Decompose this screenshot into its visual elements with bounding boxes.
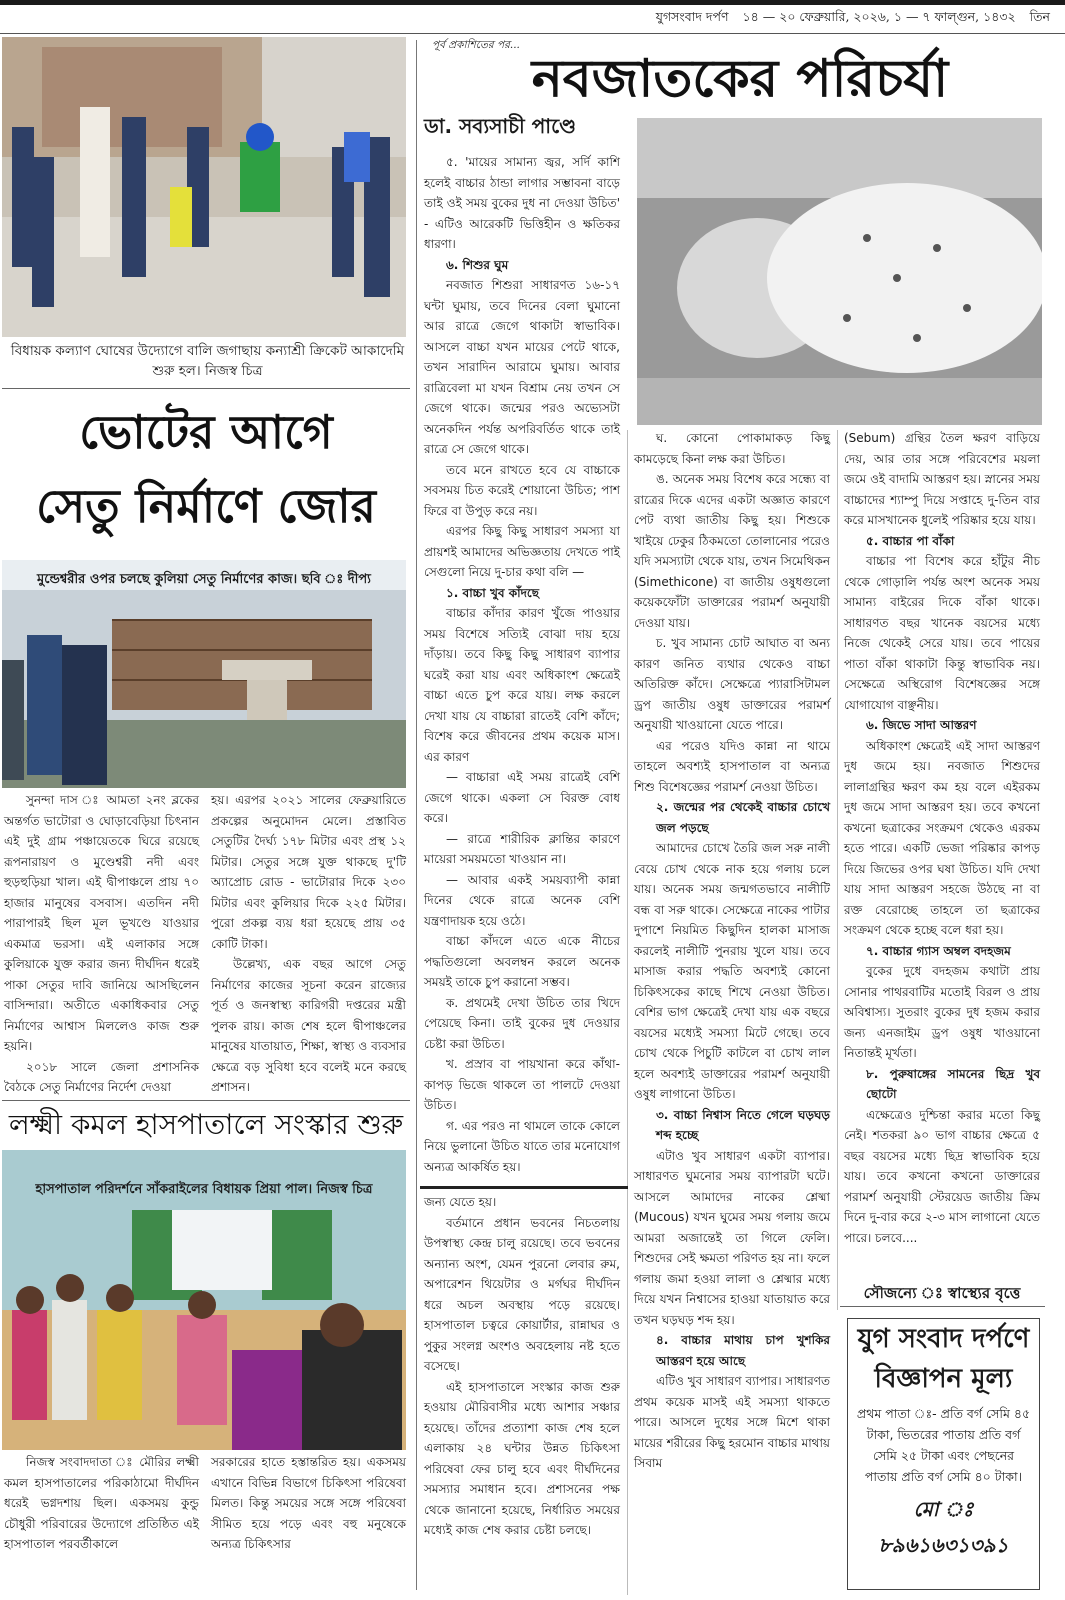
newborn-article-col-1 (424, 152, 620, 1177)
issue-date: ১৪ — ২০ ফেব্রুয়ারি, ২০২৬, ১ — ৭ ফাল্গুন, ১৪৩২ (742, 9, 1016, 24)
article-paragraph: — বাচ্চারা এই সময় রাত্রেই বেশি জেগে থাকে। একলা সে বিরক্ত বোধ করে। (424, 770, 620, 825)
bridge-paragraph: উল্লেখ্য, এক বছর আগে সেতু নির্মাণের কাজের সূচনা করেন রাজ্যের পূর্ত ও জনস্বাস্থ্য কারিগরী দপ্তরের মন্ত্রী পুলক রায়। কাজ শেষ হলে দ্বীপাঞ্চলের মানুষের যাতায়াত, শিক্ষা, স্বাস্থ্য ও ব্যবসার ক্ষেত্রে বড় সুবিধা হবে বলেই মনে করছে প্রশাসন। (211, 957, 406, 1094)
section-heading: ৭. বাচ্চার গ্যাস অম্বল বদহজম (866, 943, 1011, 958)
bridge-paragraph: হয়। এরপর ২০২১ সালের ফেব্রুয়ারিতে প্রকল্পের অনুমোদন মেলে। প্রস্তাবিত সেতুটির দৈর্ঘ্য ১৭৮ মিটার এবং প্রস্থ ১২ মিটার। সেতুর সঙ্গে যুক্ত থাকছে দু'টি অ্যাপ্রোচ রোড - ভাটোরার দিকে ২৩০ মিটার এবং কুলিয়ার দিকে ২২৫ মিটার। পুরো প্রকল্প ব্যয় ধরা হয়েছে প্রায় ৩৫ কোটি টাকা। (211, 793, 406, 951)
section-heading: ৪. বাচ্চার মাথায় চাপ খুশকির আস্তরণ হয়ে আছে (656, 1333, 830, 1368)
divider (840, 1306, 1045, 1307)
article-paragraph: এক্ষেত্রেও দুশ্চিন্তা করার মতো কিছু নেই। শতকরা ৯০ ভাগ বাচ্চার ক্ষেত্রে ৫ বছর বয়সের মধ্যে ছিদ্র স্বাভাবিক হয়ে যায়। তবে কখনো কখনো ডাক্তারের পরামর্শ অনুযায়ী স্টেরয়েড জাতীয় ক্রিম দিনে দু-বার করে ২-৩ মাস লাগানো যেতে পারে। চলবে.... (844, 1107, 1040, 1245)
article-paragraph: এটাও খুব সাধারণ একটা ব্যাপার। সাধারণত ঘুমনোর সময় ব্যাপারটা ঘটে। আসলে আমাদের নাকের শ্লেষ্মা (Mucous) যখন ঘুমের সময় গলায় জমে আমরা অজান্তেই তা গিলে ফেলি। শিশুদের সেই ক্ষমতা পরিণত হয় না। ফলে গলায় জমা হওয়া লালা ও শ্লেষ্মার মধ্যে দিয়ে যখন নিশ্বাসের হাওয়া যাতায়াত করে তখন ঘড়ঘড় শব্দ হয়। (634, 1148, 830, 1327)
page-number: তিন (1029, 9, 1050, 24)
hospital-visit-photo (2, 1150, 406, 1450)
hospital-paragraph: সরকারের হাতে হস্তান্তরিত হয়। একসময় এখানে বিভিন্ন বিভাগে চিকিৎসা পরিষেবা মিলত। কিন্তু সময়ের সঙ্গে সঙ্গে পরিষেবা সীমিত হয়ে পড়ে এবং বহু মনুষেকে অন্যত্র চিকিৎসার (211, 1455, 406, 1551)
article-paragraph: গ. এর পরও না থামলে তাকে কোলে নিয়ে ভুলানো উচিত যাতে তার মনোযোগ অন্যত্র আকর্ষিত হয়। (424, 1118, 620, 1174)
hospital-photo-caption: হাসপাতাল পরিদর্শনে সাঁকরাইলের বিধায়ক প্রিয়া পাল। নিজস্ব চিত্র (35, 1182, 373, 1197)
top-border (0, 0, 1065, 5)
continued-note: পূর্ব প্রকাশিতের পর... (432, 39, 520, 51)
cricket-photo (2, 37, 406, 337)
article-paragraph: — রাত্রে শারীরিক ক্লান্তির কারণে মায়েরা সময়মতো খাওয়ান না। (424, 831, 620, 866)
article-paragraph: ঙ. অনেক সময় বিশেষ করে সন্ধ্যে বা রাত্রের দিকে এদের একটা অজ্ঞাত কারণে পেট ব্যথা জাতীয় কিছু হয়। শিশুকে খাইয়ে ঢেকুর ঠিকমতো তোলানোর পরেও যদি সমস্যাটা থেকে যায়, তখন সিমেথিকন (Simethicone) বা জাতীয় ওষুধগুলো কয়েকফোঁটা ডাক্তারের পরামর্শ অনুযায়ী দেওয়া যায়। (634, 472, 831, 630)
hospital-article-col-2 (211, 1452, 406, 1555)
hospital-article-col-1 (4, 1452, 199, 1555)
article-paragraph: — আবার একই সময়ব্যাপী কান্না দিনের থেকে রাত্রে অনেক বেশি যন্ত্রণাদায়ক হয়ে ওঠে। (424, 872, 620, 928)
article-paragraph: ৫. 'মায়ের সামান্য জ্বর, সর্দি কাশি হলেই বাচ্চার ঠান্ডা লাগার সম্ভাবনা বাড়ে তাই ওই সময় বুকের দুধ না দেওয়া উচিত' - এটিও আরেকটি ভিত্তিহীন ও ক্ষতিকর ধারণা। (424, 155, 620, 251)
ad-rates-text: প্রথম পাতা ঃ- প্রতি বর্গ সেমি ৪৫ টাকা, ভিতরের পাতায় প্রতি বর্গ সেমি ২৫ টাকা এবং পেছনের পাতায় প্রতি বর্গ সেমি ৪০ টাকা। (856, 1406, 1031, 1484)
section-heading: ৩. বাচ্চা নিশ্বাস নিতে গেলে ঘড়ঘড় শব্দ হচ্ছে (656, 1107, 830, 1142)
hospital-paragraph: নিজস্ব সংবাদদাতা ঃ মৌরির লক্ষ্মী কমল হাসপাতালের পরিকাঠামো দীর্ঘদিন ধরেই ভগ্নদশায় ছিল। একসময় কুন্ডু চৌধুরী পরিবারের উদ্যোগে প্রতিষ্ঠিত এই হাসপাতাল পরবর্তীকালে (4, 1455, 199, 1551)
bridge-paragraph: ২০১৮ সালে জেলা প্রশাসনিক বৈঠকে সেতু নির্মাণের নির্দেশ দেওয়া (4, 1059, 199, 1094)
hospital-paragraph: এই হাসপাতালে সংস্কার কাজ শুরু হওয়ায় মৌরিবাসীর মধ্যে আশার সঞ্চার হয়েছে। তাঁদের প্রত্যাশা কাজ শেষ হলে এলাকায় ২৪ ঘন্টার উন্নত চিকিৎসা পরিষেবা ফের চালু হবে এবং দীর্ঘদিনের সমস্যার সমাধান হবে। প্রশাসনের পক্ষ থেকে জানানো হয়েছে, নির্ধারিত সময়ের মধ্যেই কাজ শেষ করার চেষ্টা চলছে। (424, 1379, 620, 1537)
bridge-headline (2, 395, 410, 543)
article-paragraph: চ. খুব সামান্য চোট আঘাত বা অন্য কারণ জনিত ব্যথার থেকেও বাচ্চা অতিরিক্ত কাঁদে। সেক্ষেত্রে প্যারাসিটামল ড্রপ জাতীয় ওষুধ ডাক্তারের পরামর্শ অনুযায়ী খাওয়ানো যেতে পারে। (634, 636, 830, 732)
ad-rates-box (847, 1318, 1040, 1590)
article-paragraph: এটিও খুব সাধারণ ব্যাপার। সাধারণত প্রথম কয়েক মাসই এই সমস্যা থাকতে পারে। আসলে দুধের সঙ্গে মিশে থাকা মায়ের শরীরের কিছু হরমোন বাচ্চার মাথায় সিবাম (634, 1374, 830, 1470)
bridge-paragraph: সুনন্দা দাস ঃ আমতা ২নং ব্লকের অন্তর্গত ভাটোরা ও ঘোড়াবেড়িয়া চিৎনান এই দুই গ্রাম পঞ্চায়েতকে ঘিরে রয়েছে রূপনারায়ণ ও মুণ্ডেশ্বরী নদী এবং হুড়হুড়িয়া খাল। এই দ্বীপাঞ্চলে প্রায় ৭০ হাজার মানুষের বসবাস। এতদিন নদী পারাপারই ছিল মূল ভূখণ্ডে যাওয়ার একমাত্র ভরসা। এই এলাকার সঙ্গে কুলিয়াকে যুক্ত করার জন্য দীর্ঘদিন ধরেই পাকা সেতুর দাবি জানিয়ে আসছিলেন বাসিন্দারা। অতীতে একাধিকবার সেতু নির্মাণের আশ্বাস মিললেও কাজ শুরু হয়নি। (4, 793, 199, 1053)
column-rule-article-1 (627, 430, 628, 1595)
ad-title-line2: বিজ্ঞাপন মূল্য (874, 1364, 1013, 1394)
section-heading: ৬. জিভে সাদা আস্তরণ (866, 718, 977, 732)
article-paragraph: তবে মনে রাখতে হবে যে বাচ্চাকে সবসময় চিত করেই শোয়ানো উচিত; পাশ ফিরে বা উপুড় করে নয়। (424, 462, 620, 518)
newborn-col2-content (634, 428, 830, 1474)
article-paragraph: এর পরেও যদিও কান্না না থামে তাহলে অবশ্যই হাসপাতাল বা অন্যত্র শিশু বিশেষজ্ঞের পরামর্শ নেওয়া উচিত। (634, 738, 830, 794)
folio-rule (0, 33, 1065, 34)
hospital-paragraph: বর্তমানে প্রধান ভবনের নিচতলায় উপস্বাস্থ্য কেন্দ্র চালু রয়েছে। তবে ভবনের অন্যান্য অংশ, যেমন পুরনো লেবার রুম, অপারেশন থিয়েটার ও মর্গঘর দীর্ঘদিন ধরে অচল অবস্থায় পড়ে রয়েছে। হাসপাতাল চত্বরে কোয়ার্টার, রান্নাঘর ও পুকুর সংলগ্ন অংশও অবহেলায় নষ্ট হতে বসেছে। (424, 1215, 620, 1373)
divider (2, 388, 410, 389)
article-paragraph: (Sebum) গ্রন্থির তৈল ক্ষরণ বাড়িয়ে দেয়, আর তার সঙ্গে পরিবেশের ময়লা জমে ওই বাদামি আস্তরণ হয়। স্নানের সময় বাচ্চাদের শ্যাম্পু দিয়ে সপ্তাহে দু-তিন বার করে মাসখানেক ধুলেই পরিষ্কার হয়ে যায়। (844, 431, 1040, 527)
section-heading: ৫. বাচ্চার পা বাঁকা (866, 533, 955, 548)
newborn-article-col-3 (844, 428, 1040, 1248)
courtesy-credit: সৌজন্যে ঃ স্বাস্থ্যের বৃত্তে (863, 1284, 1021, 1302)
section-heading: ৮. পুরুষাঙ্গের সামনের ছিদ্র খুব ছোটো (866, 1066, 1040, 1101)
hospital-paragraph: জন্য যেতে হয়। (424, 1195, 497, 1209)
newborn-col3-content (844, 428, 1040, 1248)
article-paragraph: বুকের দুধে বদহজম কথাটা প্রায় সোনার পাথরবাটির মতোই বিরল ও প্রায় অবিশ্বাস্য। সুতরাং বুকের দুধ হজম করার জন্য এনজাইম ড্রপ ওষুধ খাওয়ানো নিতান্তই মূর্খতা। (844, 964, 1040, 1060)
section-heading: ২. জন্মের পর থেকেই বাচ্চার চোখে জল পড়ছে (656, 800, 830, 835)
hospital-headline: লক্ষ্মী কমল হাসপাতালে সংস্কার শুরু (8, 1108, 404, 1141)
article-paragraph: বাচ্চা কাঁদলে এতে একে নীচের পদ্ধতিগুলো অবলম্বন করলে অনেক সময়ই তাকে চুপ করানো সম্ভব। (424, 934, 620, 989)
article-paragraph: আমাদের চোখে তৈরি জল সরু নালী বেয়ে চোখ থেকে নাক হয়ে গলায় চলে যায়। অনেক সময় জন্মগতভাবে নালীটি বন্ধ বা সরু থাকে। সেক্ষেত্রে নাকের পাটার দুপাশে নিয়মিত কিছুদিন হালকা মাসাজ করলেই নালীটি পুনরায় খুলে যায়। তবে মাসাজ করার পদ্ধতি অবশ্যই কোনো চিকিৎসকের কাছে শিখে নেওয়া উচিত। বেশির ভাগ ক্ষেত্রেই দেখা যায় এক বছরে বয়সের মধ্যেই সমস্যা মিটে গেছে। তবে চোখ থেকে পিচুটি কাটলে বা চোখ লাল হলে অবশ্যই ডাক্তারের পরামর্শ অনুযায়ী ওষুধ লাগানো উচিত। (634, 841, 830, 1101)
article-paragraph: ক. প্রথমেই দেখা উচিত তার খিদে পেয়েছে কিনা। তাই বুকের দুধ দেওয়ার চেষ্টা করা উচিত। (424, 995, 620, 1051)
column-rule-article-2 (837, 430, 838, 1310)
paper-name: যুগসংবাদ দর্পণ (655, 9, 729, 24)
column-rule-main (416, 40, 417, 1590)
section-divider (420, 1186, 628, 1189)
newborn-article-col-2 (634, 428, 830, 1474)
bridge-photo-caption: মুন্ডেশ্বরীর ওপর চলছে কুলিয়া সেতু নির্মাণের কাজ। ছবি ঃ দীপ্য (37, 572, 371, 587)
bridge-headline-line1: ভোটের আগে (79, 405, 333, 459)
byline: ডা. সব্যসাচী পাণ্ডে (424, 114, 577, 138)
article-paragraph: এরপর কিছু কিছু সাধারণ সমস্যা যা প্রায়শই আমাদের অভিজ্ঞতায় দেখতে পাই সেগুলো নিয়ে দু-চার কথা বলি — (424, 524, 620, 579)
article-paragraph: ঘ. কোনো পোকামাকড় কিছু কামড়েছে কিনা লক্ষ করা উচিত। (634, 431, 830, 466)
article-paragraph: বাচ্চার কাঁদার কারণ খুঁজে পাওয়ার সময় বিশেষে সত্যিই বোঝা দায় হয়ে দাঁড়ায়। তবে কিছু কিছু সাধারণ ব্যাপার ঘরেই করা যায় এবং অধিকাংশ ক্ষেত্রেই বাচ্চা এতে চুপ করে যায়। লক্ষ করলে দেখা যায় যে বাচ্চারা রাতেই বেশি কাঁদে; বিশেষ করে জীবনের প্রথম কয়েক মাস। এর কারণ (424, 606, 620, 764)
hospital-article-col-3 (424, 1192, 620, 1541)
article-paragraph: খ. প্রস্রাব বা পায়খানা করে কাঁথা-কাপড় ভিজে থাকলে তা পালটে দেওয়া উচিত। (424, 1057, 620, 1112)
ad-phone-number[interactable]: মো ঃ ৮৯৬১৬৩১৩৯১ (878, 1497, 1009, 1557)
bridge-headline-line2: সেতু নির্মাণে জোর (36, 479, 376, 533)
hospital-article-body (4, 1452, 406, 1555)
article-paragraph: অধিকাংশ ক্ষেত্রেই এই সাদা আস্তরণ দুধ জমে হয়। নবজাত শিশুদের লালাগ্রন্থির ক্ষরণ কম হয় বলে এইরকম দুধ জমে সাদা আস্তরণ হয়। তবে কখনো কখনো ছত্রাকের সংক্রমণ থেকেও এরকম হতে পারে। একটি ভেজা পরিষ্কার কাপড় দিয়ে জিভের ওপর ঘষা উচিত। যদি দেখা যায় সাদা আস্তরণ সহজে উঠছে না বা রক্ত বেরোচ্ছে তাহলে তা ছত্রাকের সংক্রমণ থেকে হচ্ছে বলে ধরা হয়। (844, 738, 1040, 937)
newborn-col1-content (424, 152, 620, 1177)
section-heading: ১. বাচ্চা খুব কাঁদছে (446, 585, 539, 600)
newborn-photo (637, 118, 1042, 425)
article-paragraph: নবজাত শিশুরা সাধারণত ১৬-১৭ ঘন্টা ঘুমায়, তবে দিনের বেলা ঘুমানো আর রাত্রে জেগে থাকাটা স্বাভাবিক। আসলে বাচ্চা যখন মায়ের পেটে থাকে, তখন সারাদিন আরামে ঘুমায়। আবার রাত্রিবেলা মা যখন বিশ্রাম নেয় তখন সে জেগে থাকে। জন্মের পরও অভ্যেসটা অনেকদিন পর্যন্ত অপরিবর্তিত থাকে তাই রাত্রে সে জেগে থাকে। (424, 278, 620, 456)
bridge-article-body (4, 790, 406, 1098)
folio-line (580, 8, 1050, 30)
section-heading: ৬. শিশুর ঘুম (446, 257, 509, 272)
article-paragraph: বাচ্চার পা বিশেষ করে হাঁটুর নীচ থেকে গোড়ালি পর্যন্ত অংশ অনেক সময় সামান্য বাইরের দিকে বাঁকা থাকে। সাধারণত বছর খানেক বয়সের মধ্যে নিজে থেকেই সেরে যায়। তবে পায়ের পাতা বাঁকা থাকাটা কিন্তু স্বাভাবিক নয়। সেক্ষেত্রে অস্থিরোগ বিশেষজ্ঞের সঙ্গে যোগাযোগ বাঞ্ছনীয়। (844, 554, 1040, 712)
cricket-photo-caption: বিধায়ক কল্যাণ ঘোষের উদ্যোগে বালি জগাছায় কন্যাশ্রী ক্রিকেট আকাদেমি শুরু হল। নিজস্ব চিত্র (10, 343, 405, 379)
bridge-article-col-1 (4, 790, 199, 1098)
bridge-article-col-2 (211, 790, 406, 1098)
ad-title-line1: যুগ সংবাদ দর্পণে (857, 1324, 1030, 1354)
newborn-headline: নবজাতকের পরিচর্যা (531, 49, 949, 109)
bridge-construction-photo (2, 560, 406, 788)
divider (2, 1100, 410, 1101)
